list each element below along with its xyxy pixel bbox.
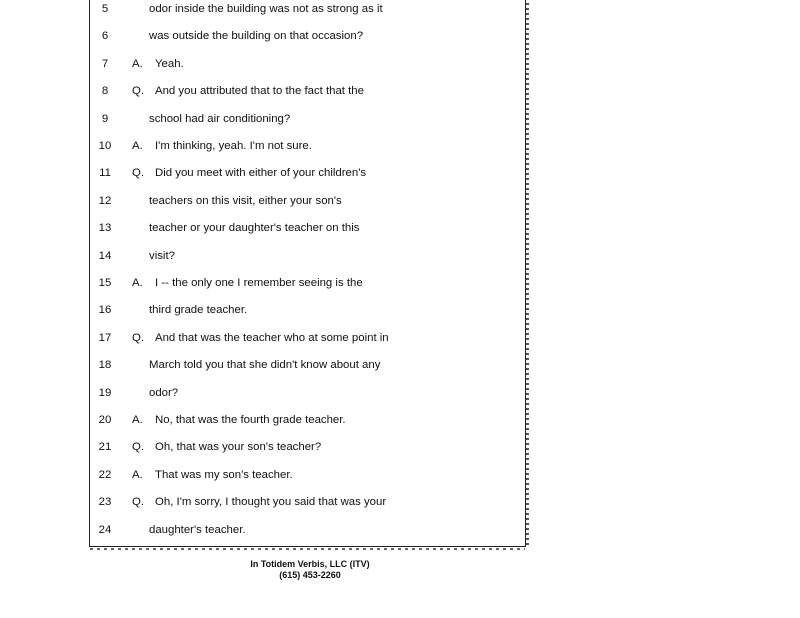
line-text: was outside the building on that occasion? xyxy=(149,30,364,43)
line-text: school had air conditioning? xyxy=(149,112,291,125)
line-text: daughter's teacher. xyxy=(149,523,246,536)
transcript-line xyxy=(90,0,525,19)
page-edge-shadow-bottom xyxy=(90,548,525,550)
footer-company: In Totidem Verbis, LLC (ITV) xyxy=(250,559,370,569)
line-number: 8 xyxy=(101,85,109,98)
footer-phone: (615) 453-2260 xyxy=(279,570,341,580)
transcript-line xyxy=(90,191,525,211)
line-text: odor? xyxy=(149,386,179,399)
transcript-line xyxy=(90,492,525,512)
line-text: odor inside the building was not as strong as it xyxy=(149,3,383,15)
speaker-label: A. xyxy=(132,140,143,152)
speaker-label: A. xyxy=(132,414,143,426)
line-text: That was my son's teacher. xyxy=(155,468,293,481)
transcript-line xyxy=(90,355,525,375)
page-edge-shadow-right xyxy=(526,0,529,546)
line-text: teacher or your daughter's teacher on this xyxy=(149,222,360,235)
line-number: 23 xyxy=(98,496,112,509)
speaker-label: Q. xyxy=(132,85,145,98)
line-text: Did you meet with either of your children's xyxy=(155,167,367,180)
line-text: No, that was the fourth grade teacher. xyxy=(155,414,346,426)
transcript-line xyxy=(90,520,525,540)
transcript-line xyxy=(90,136,525,156)
speaker-label: A. xyxy=(132,277,143,289)
speaker-label: Q. xyxy=(132,167,145,180)
line-number: 12 xyxy=(98,194,112,207)
line-number: 24 xyxy=(98,523,112,536)
transcript-line xyxy=(90,109,525,129)
speaker-label: Q. xyxy=(132,331,145,344)
speaker-label: A. xyxy=(132,57,143,70)
line-number: 22 xyxy=(98,468,112,481)
line-text: Yeah. xyxy=(155,57,184,70)
line-number: 11 xyxy=(99,167,111,180)
transcript-line xyxy=(90,246,525,266)
transcript-line xyxy=(90,465,525,485)
transcript-line xyxy=(90,273,525,293)
line-number: 19 xyxy=(98,386,112,399)
line-text: Oh, that was your son's teacher? xyxy=(155,441,322,454)
transcript-line xyxy=(90,81,525,101)
line-number: 13 xyxy=(98,222,112,235)
line-text: third grade teacher. xyxy=(149,304,248,317)
line-number: 6 xyxy=(101,30,109,43)
line-number: 16 xyxy=(98,304,112,317)
transcript-line xyxy=(90,218,525,238)
speaker-label: Q. xyxy=(132,496,145,509)
line-number: 15 xyxy=(98,277,112,289)
line-number: 5 xyxy=(101,3,109,15)
line-number: 14 xyxy=(98,249,112,262)
line-number: 10 xyxy=(98,140,112,152)
line-text: Oh, I'm sorry, I thought you said that was your xyxy=(155,496,387,509)
transcript-line xyxy=(90,26,525,46)
transcript-page xyxy=(89,0,526,547)
line-text: March told you that she didn't know about any xyxy=(149,359,381,372)
transcript-line xyxy=(90,410,525,430)
line-number: 7 xyxy=(101,57,109,70)
speaker-label: A. xyxy=(132,468,143,481)
transcript-line xyxy=(90,437,525,457)
line-number: 21 xyxy=(98,441,112,454)
line-text: I -- the only one I remember seeing is the xyxy=(155,277,363,289)
line-number: 20 xyxy=(98,414,112,426)
line-text: I'm thinking, yeah. I'm not sure. xyxy=(155,140,312,152)
transcript-line xyxy=(90,54,525,74)
line-text: visit? xyxy=(149,249,175,262)
transcript-line xyxy=(90,163,525,183)
line-number: 17 xyxy=(98,331,112,344)
line-text: teachers on this visit, either your son's xyxy=(149,194,342,207)
transcript-line xyxy=(90,383,525,403)
speaker-label: Q. xyxy=(132,441,145,454)
line-number: 9 xyxy=(101,112,109,125)
line-number: 18 xyxy=(98,359,112,372)
transcript-line xyxy=(90,300,525,320)
line-text: And that was the teacher who at some point in xyxy=(155,331,389,344)
transcript-line xyxy=(90,328,525,348)
line-text: And you attributed that to the fact that the xyxy=(155,85,364,98)
